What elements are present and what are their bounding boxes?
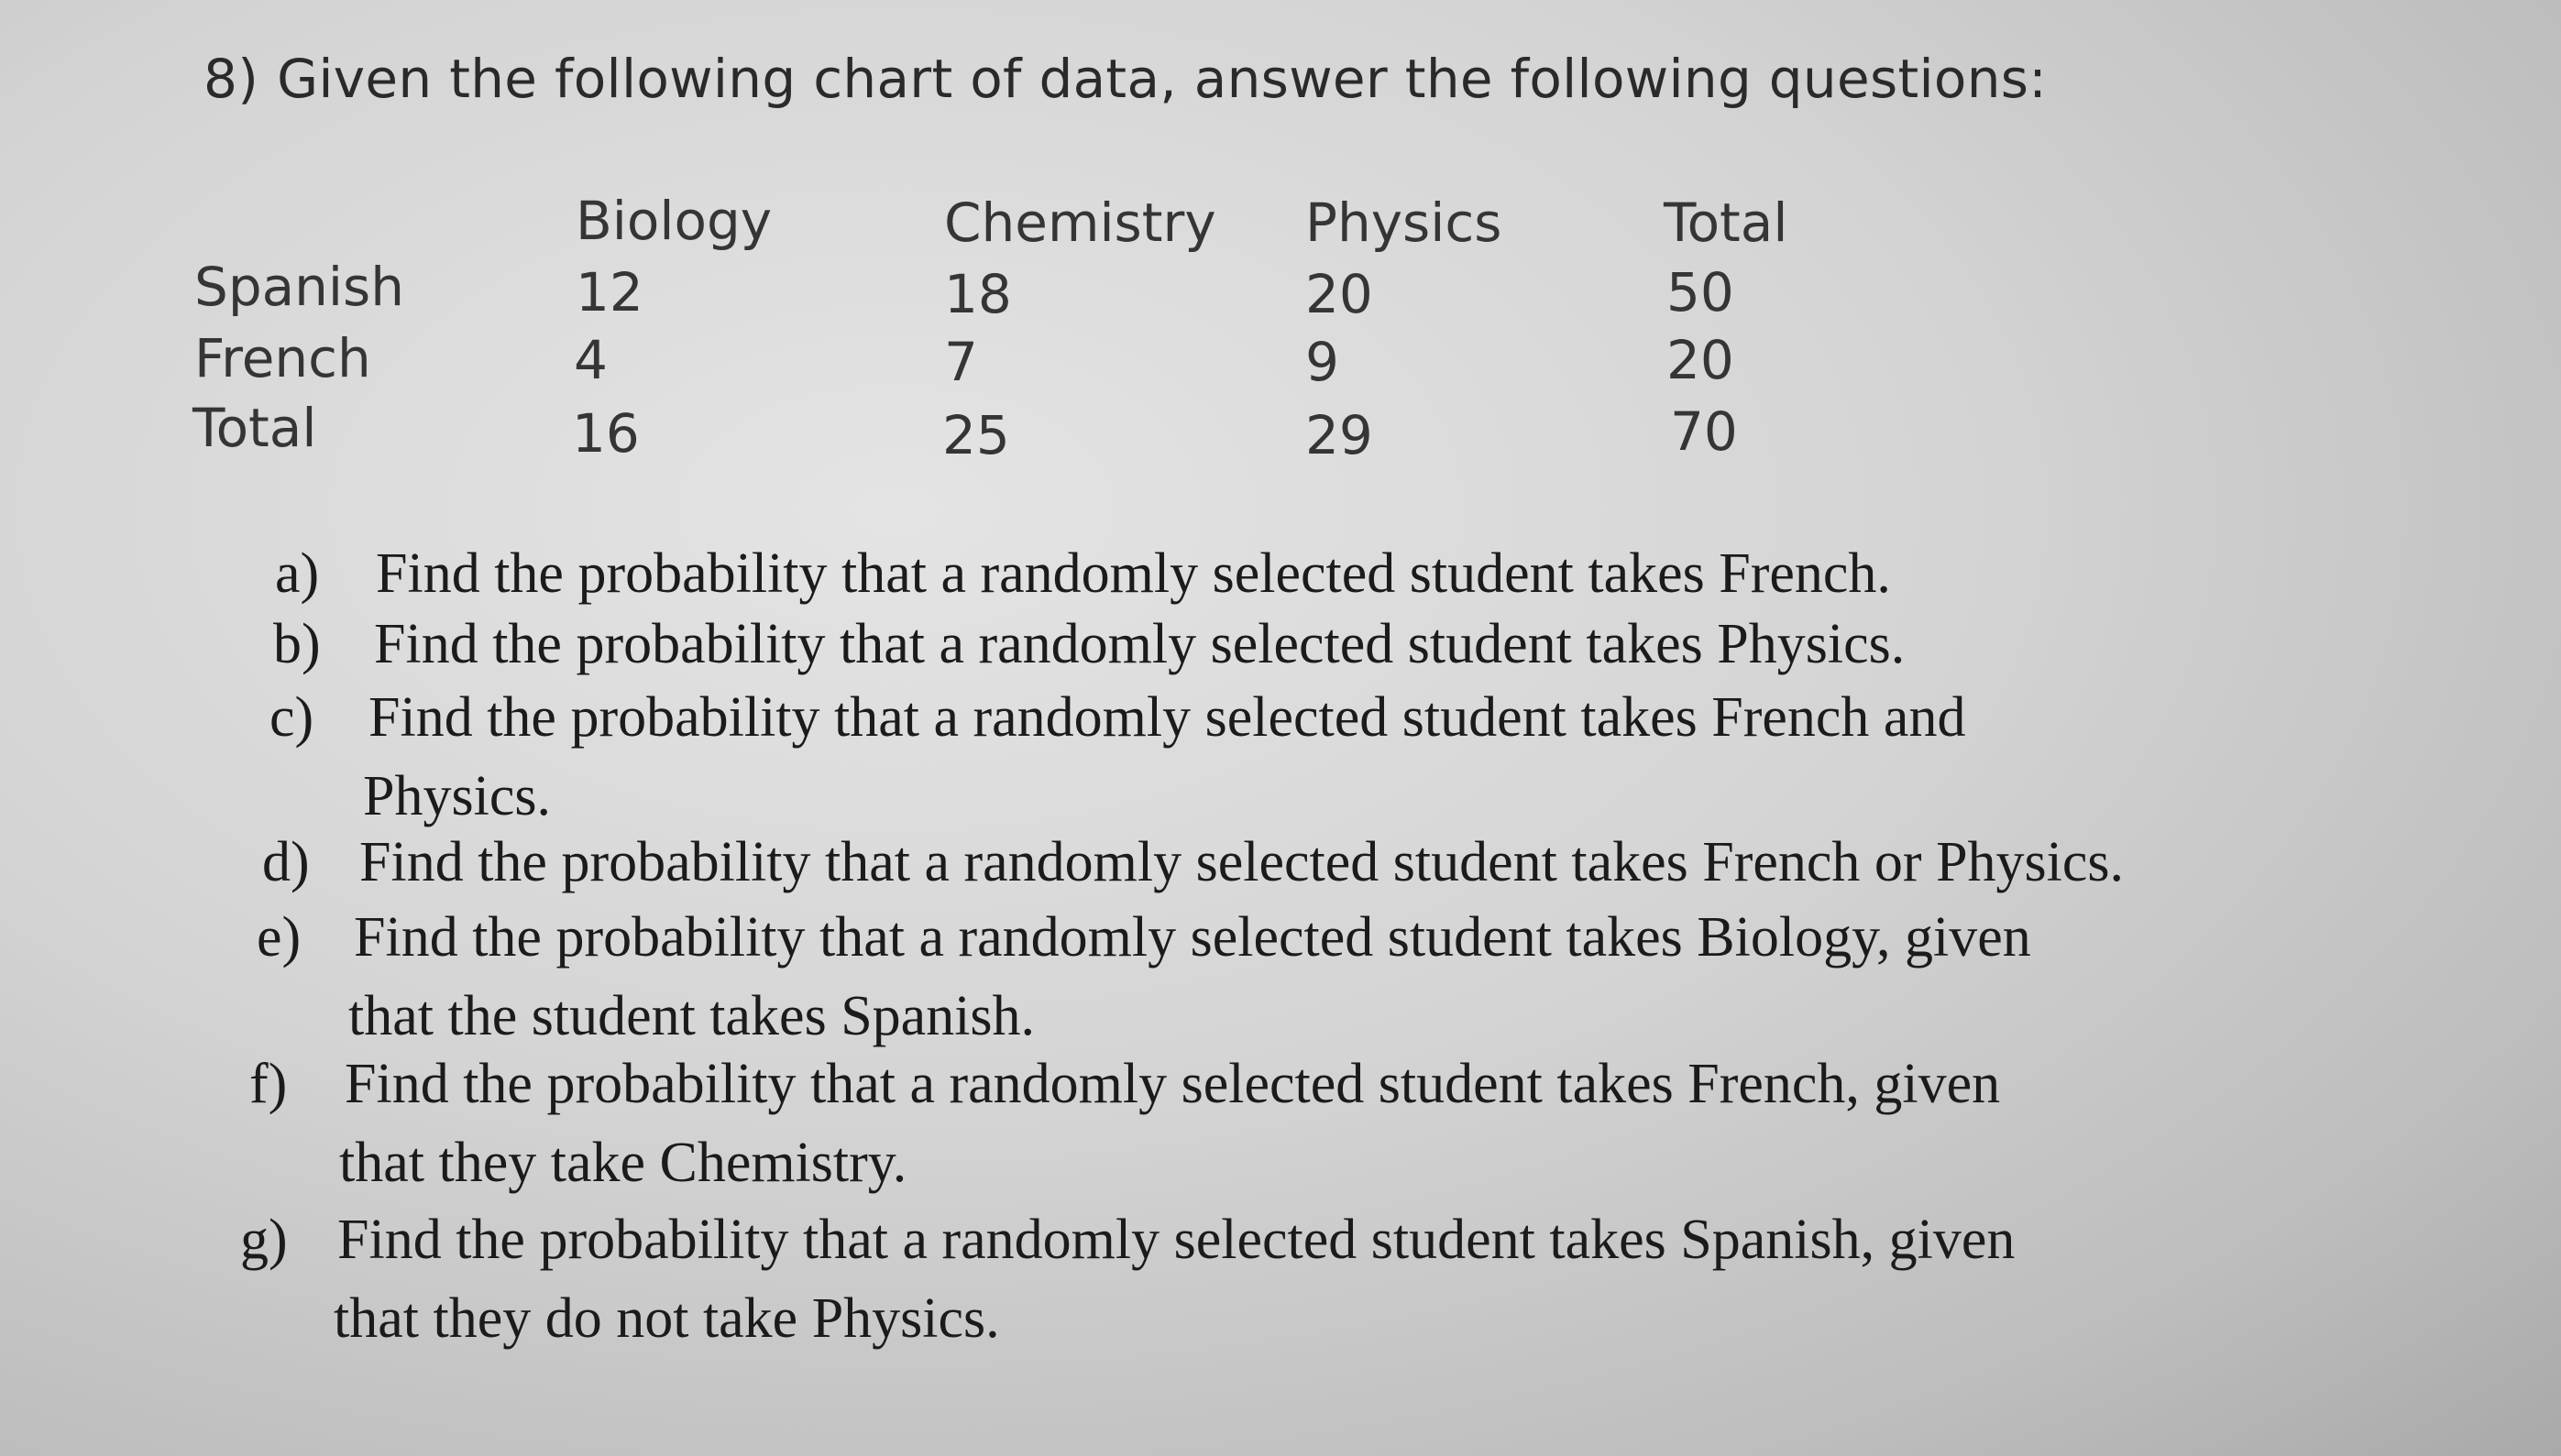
- column-header-physics: Physics: [1305, 192, 1502, 254]
- question-text: Find the probability that a randomly selected student takes Physics.: [374, 613, 1906, 675]
- question-letter: c): [269, 686, 314, 749]
- column-header-chemistry: Chemistry: [944, 192, 1216, 254]
- table-cell: 7: [944, 331, 978, 393]
- row-label-french: French: [194, 327, 371, 389]
- question-text: Find the probability that a randomly selected student takes French.: [376, 542, 1891, 605]
- question-letter: b): [273, 613, 321, 675]
- table-cell: 12: [576, 261, 643, 323]
- table-cell: 16: [572, 402, 640, 465]
- question-text: Find the probability that a randomly selected student takes French and: [368, 686, 1966, 749]
- table-cell: 50: [1666, 261, 1734, 323]
- question-text: Physics.: [363, 765, 551, 827]
- question-heading: [203, 48, 2047, 110]
- question-letter: g): [240, 1209, 288, 1271]
- table-cell: 4: [574, 329, 608, 391]
- table-cell: 9: [1305, 331, 1339, 393]
- row-label-spanish: Spanish: [194, 256, 405, 318]
- question-number: 8): [203, 48, 259, 110]
- row-label-total: Total: [192, 397, 317, 459]
- column-header-total: Total: [1664, 192, 1788, 254]
- question-heading-text: Given the following chart of data, answer the following questions:: [277, 48, 2048, 110]
- table-cell: 20: [1305, 263, 1373, 325]
- question-text: Find the probability that a randomly selected student takes French, given: [345, 1053, 2001, 1115]
- table-cell: 25: [942, 404, 1010, 466]
- question-text: that the student takes Spanish.: [348, 985, 1036, 1047]
- table-cell: 70: [1670, 400, 1738, 463]
- column-header-biology: Biology: [576, 190, 773, 252]
- table-cell: 18: [944, 263, 1012, 325]
- question-text: Find the probability that a randomly selected student takes French or Physics.: [359, 831, 2125, 893]
- question-text: Find the probability that a randomly selected student takes Biology, given: [354, 906, 2031, 969]
- question-letter: f): [249, 1053, 288, 1115]
- table-cell: 29: [1305, 404, 1373, 466]
- question-text: Find the probability that a randomly selected student takes Spanish, given: [337, 1209, 2016, 1271]
- question-letter: d): [262, 831, 310, 893]
- question-text: that they do not take Physics.: [334, 1287, 1000, 1350]
- question-letter: e): [257, 906, 302, 969]
- question-text: that they take Chemistry.: [339, 1132, 907, 1194]
- question-letter: a): [275, 542, 320, 605]
- table-cell: 20: [1666, 329, 1734, 391]
